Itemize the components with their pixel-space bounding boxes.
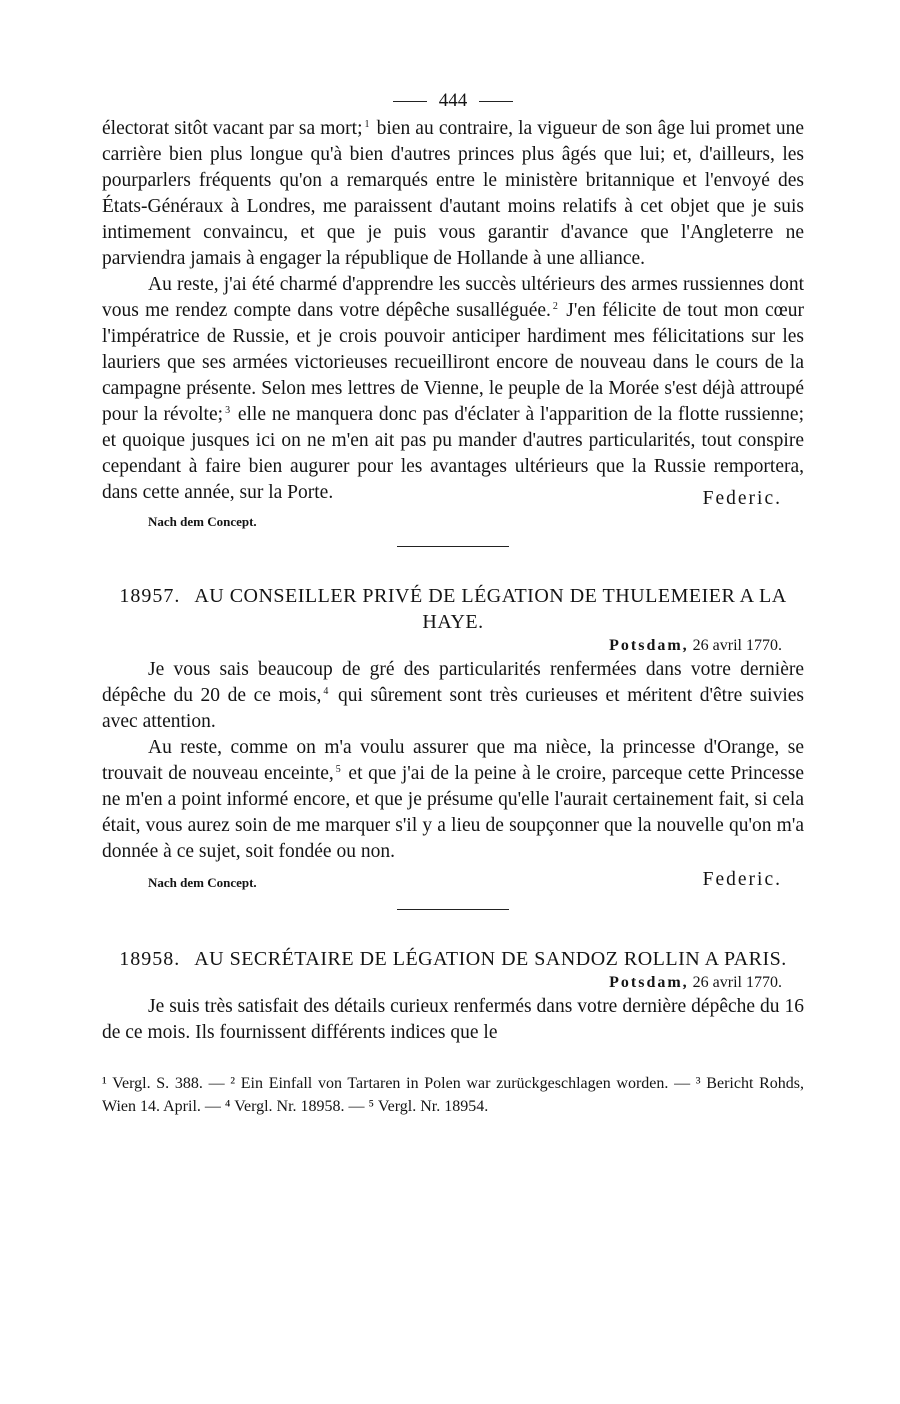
page-number-dash-left: [393, 101, 427, 102]
footnote-mark: 3: [225, 405, 231, 416]
section-divider: [397, 909, 509, 910]
paragraph: Je vous sais beaucoup de gré des particularités renfermées dans votre dernière dépêche du 20 de ce mois, $^4$ qui sûrement sont très curieuses et méritent d'être suivies avec attention.: [102, 659, 805, 732]
footnote-mark: 1: [364, 119, 370, 130]
paragraph: électorat sitôt vacant par sa mort; $^1$ bien au contraire, la vigueur de son âge lui promet une carrière bien plus longue qu'à bien d'autres princes plus âgés que lui; et, d'ailleurs, les pourparlers fréquents qu'on a remarqués entre le ministère britannique et l'envoyé des États-Généraux à Londres, me paraissent d'autant moins relatifs à cet objet que je suis intimement convaincu, et que je puis vous garantir d'avance que l'Angleterre ne parviendra jamais à engager la république de Hollande à une alliance.: [102, 118, 804, 269]
footnote-mark: 4: [323, 686, 329, 697]
footnote-text: ¹ Vergl. S. 388. — ² Ein Einfall von Tartaren in Polen war zurückgeschlagen worden. — ³ Bericht Rohds, Wien 14. April. — ⁴ Vergl. Nr. 18958. — ⁵ Vergl. Nr. 18954.: [102, 1075, 804, 1115]
signature-row: [102, 869, 804, 895]
signature-row: [102, 480, 804, 509]
dateline: [102, 972, 804, 994]
signature: Federic.: [702, 488, 782, 509]
footnote-mark: 2: [552, 301, 558, 312]
footnote-mark: 5: [335, 764, 341, 775]
dateline-date: 26 avril 1770.: [692, 637, 782, 654]
document-page: [102, 88, 804, 1118]
dateline-place: Potsdam,: [609, 974, 689, 991]
letter-heading: [102, 583, 804, 635]
paragraph: Au reste, j'ai été charmé d'apprendre les succès ultérieurs des armes russiennes dont vous me rendez compte dans votre dépêche susalléguée. $^2$ J'en félicite de tout mon cœur l'impératrice de Russie, et je crois pouvoir anticiper hardiment mes félicitations sur les lauriers que ses armées victorieuses recueilliront encore de nouveau dans le cours de la campagne présente. Selon mes lettres de Vienne, le peuple de la Morée s'est déjà attroupé pour la révolte; $^3$ elle ne manquera donc pas d'éclater à l'apparition de la flotte russienne; et quoique jusques ici on ne m'en ait pas pu mander d'autres particularités, tout conspire cependant à faire bien augurer pour les avantages ultérieurs que la Russie remportera, dans cette année, sur la Porte.: [102, 274, 805, 503]
paragraph: Au reste, comme on m'a voulu assurer que ma nièce, la princesse d'Orange, se trouvait de nouveau enceinte, $^5$ et que j'ai de la peine à le croire, parceque cette Princesse ne m'en a point informé encore, et que je présume qu'elle l'aurait certainement fait, si cela était, vous aurez soin de me marquer s'il y a lieu de soupçonner que la nouvelle qu'on m'a donnée à ce sujet, soit fondée ou non.: [102, 737, 805, 862]
letter-title: AU SECRÉTAIRE DE LÉGATION DE SANDOZ ROLLIN A PARIS.: [194, 948, 787, 970]
page-number: [102, 88, 804, 114]
dateline-date: 26 avril 1770.: [692, 974, 782, 991]
letter-number: 18957.: [119, 585, 181, 607]
letter-number: 18958.: [119, 948, 181, 970]
source-note: Nach dem Concept.: [148, 875, 257, 890]
letter-heading: [102, 946, 804, 972]
paragraph: Je suis très satisfait des détails curieux renfermés dans votre dernière dépêche du 16 de ce mois. Ils fournissent différents indices que le: [102, 996, 804, 1043]
signature: Federic.: [702, 869, 782, 890]
letter-continuation: [102, 116, 804, 532]
letter-title: AU CONSEILLER PRIVÉ DE LÉGATION DE THULEMEIER A LA HAYE.: [194, 585, 787, 633]
page-number-text: 444: [438, 90, 468, 111]
section-divider: [397, 546, 509, 547]
dateline-place: Potsdam,: [609, 637, 689, 654]
page-number-dash-right: [479, 101, 513, 102]
letter-18958: [102, 946, 804, 1046]
source-note: Nach dem Concept.: [148, 514, 257, 529]
letter-18957: [102, 583, 804, 895]
dateline: [102, 635, 804, 657]
footnotes: [102, 1072, 804, 1118]
